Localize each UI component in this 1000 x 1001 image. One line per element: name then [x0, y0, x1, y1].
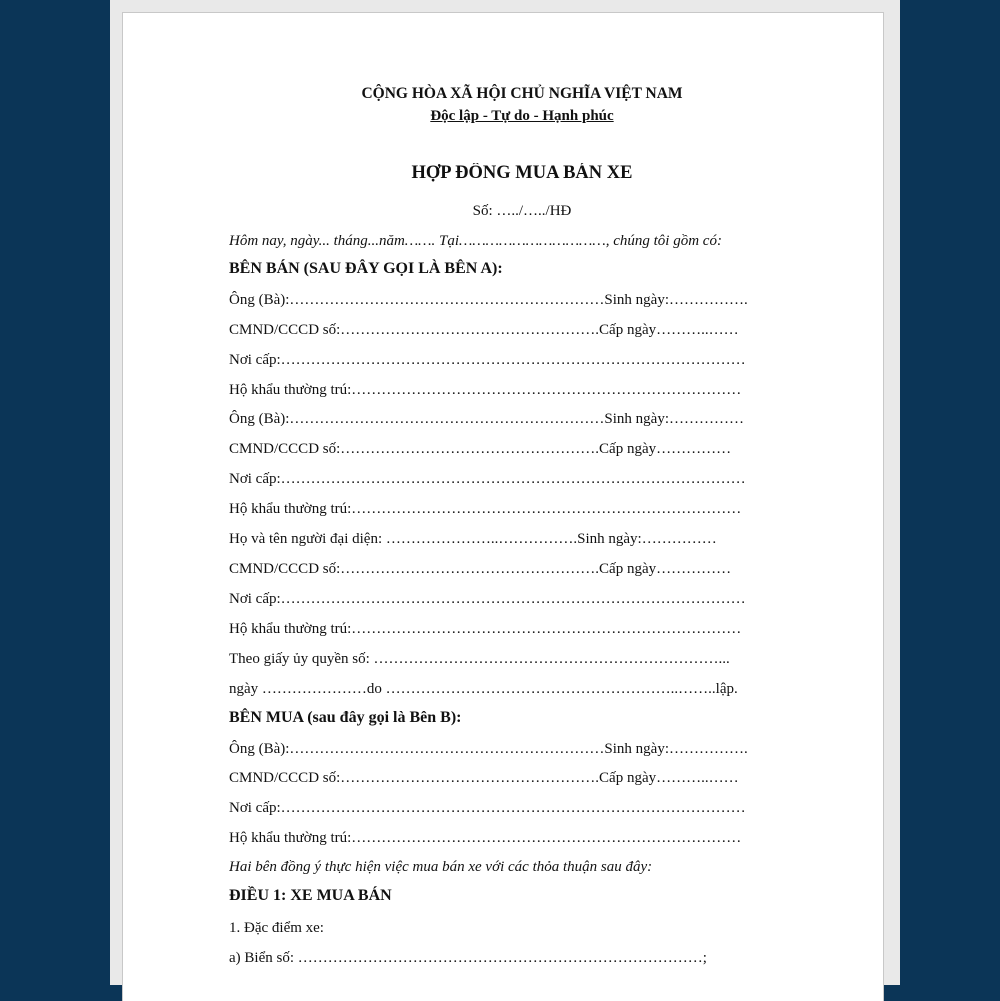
seller-line: Theo giấy ủy quyền số: ……………………………………………………………... — [229, 651, 730, 667]
nation-header: CỘNG HÒA XÃ HỘI CHỦ NGHĨA VIỆT NAM — [361, 85, 683, 102]
article-1-item-1: 1. Đặc điểm xe: — [229, 920, 324, 936]
seller-line: Ông (Bà):………………………………………………………Sinh ngày:…………… — [229, 411, 744, 427]
seller-line: Hộ khẩu thường trú:…………………………………………………………………… — [229, 382, 742, 398]
seller-line: CMND/CCCD số:…………………………………………….Cấp ngày…………… — [229, 441, 732, 457]
seller-heading: BÊN BÁN (SAU ĐÂY GỌI LÀ BÊN A): — [229, 260, 503, 277]
seller-line: Nơi cấp:………………………………………………………………………………… — [229, 471, 746, 487]
seller-line: ngày …………………do …………………………………………………..……..lập. — [229, 681, 738, 697]
buyer-heading: BÊN MUA (sau đây gọi là Bên B): — [229, 709, 462, 726]
seller-line: Nơi cấp:………………………………………………………………………………… — [229, 591, 746, 607]
buyer-line: Ông (Bà):………………………………………………………Sinh ngày:……………. — [229, 741, 748, 757]
buyer-line: Hộ khẩu thường trú:…………………………………………………………………… — [229, 830, 742, 846]
article-1-heading: ĐIỀU 1: XE MUA BÁN — [229, 887, 392, 904]
contract-title: HỢP ĐỒNG MUA BÁN XE — [411, 163, 633, 183]
seller-line: CMND/CCCD số:…………………………………………….Cấp ngày………..…… — [229, 322, 739, 338]
seller-line: Hộ khẩu thường trú:…………………………………………………………………… — [229, 621, 742, 637]
agreement-line: Hai bên đồng ý thực hiện việc mua bán xe với các thỏa thuận sau đây: — [229, 859, 653, 875]
buyer-line: Nơi cấp:………………………………………………………………………………… — [229, 800, 746, 816]
seller-line: Họ và tên người đại diện: …………………..…………….Sinh ngày:…………… — [229, 531, 717, 547]
buyer-line: CMND/CCCD số:…………………………………………….Cấp ngày………..…… — [229, 770, 739, 786]
intro-line: Hôm nay, ngày... tháng...năm……. Tại……………………………, chúng tôi gồm có: — [229, 233, 722, 249]
contract-number: Số: …../…../HĐ — [472, 203, 572, 219]
seller-line: Hộ khẩu thường trú:…………………………………………………………………… — [229, 501, 742, 517]
seller-line: Nơi cấp:………………………………………………………………………………… — [229, 352, 746, 368]
seller-line: Ông (Bà):………………………………………………………Sinh ngày:……………. — [229, 292, 748, 308]
motto: Độc lập - Tự do - Hạnh phúc — [430, 108, 614, 124]
article-1-item-a: a) Biển số: ………………………………………………………………………; — [229, 950, 707, 966]
seller-line: CMND/CCCD số:…………………………………………….Cấp ngày…………… — [229, 561, 732, 577]
